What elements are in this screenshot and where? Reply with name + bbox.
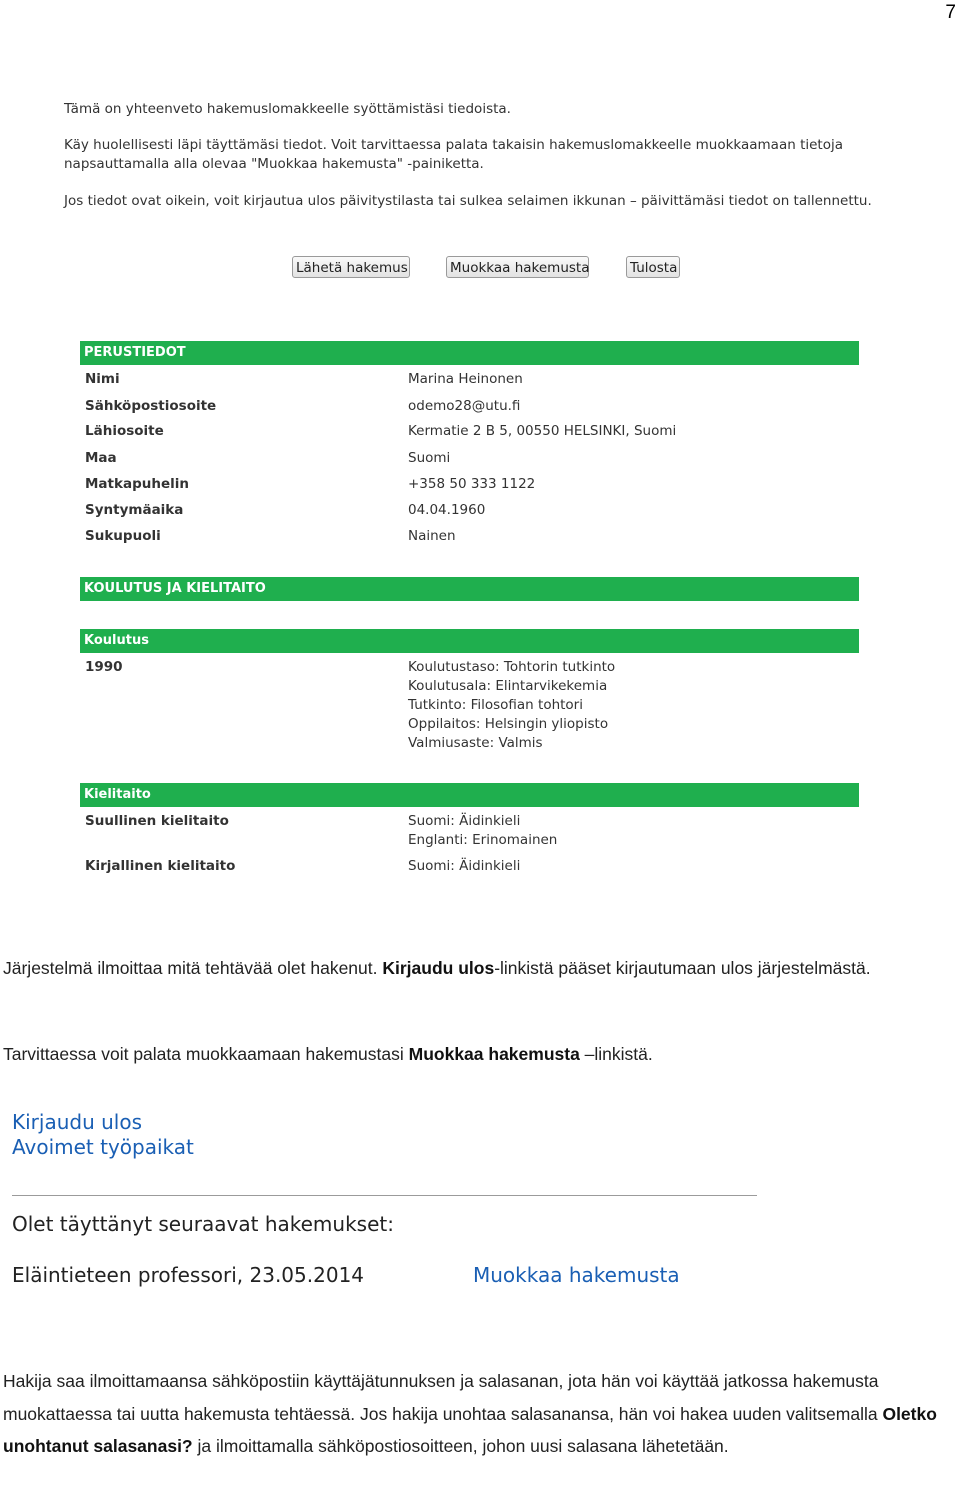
basic-info-header: PERUSTIEDOT — [80, 341, 859, 365]
field-value-address: Kermatie 2 B 5, 00550 HELSINKI, Suomi — [408, 423, 677, 439]
applications-heading: Olet täyttänyt seuraavat hakemukset: — [12, 1212, 394, 1236]
page-number: 7 — [945, 2, 956, 23]
education-institution: Oppilaitos: Helsingin yliopisto — [408, 716, 609, 732]
field-value-name: Marina Heinonen — [408, 371, 523, 387]
education-language-header: KOULUTUS JA KIELITAITO — [80, 577, 859, 601]
oral-language-value: Englanti: Erinomainen — [408, 832, 558, 848]
field-label-country: Maa — [85, 450, 117, 466]
field-label-name: Nimi — [85, 371, 120, 387]
oral-language-label: Suullinen kielitaito — [85, 813, 229, 829]
field-label-birthdate: Syntymäaika — [85, 502, 184, 518]
field-value-mobile: +358 50 333 1122 — [408, 476, 536, 492]
divider — [12, 1195, 757, 1196]
education-header: Koulutus — [80, 629, 859, 653]
education-degree: Tutkinto: Filosofian tohtori — [408, 697, 583, 713]
field-label-address: Lähiosoite — [85, 423, 164, 439]
logout-term: Kirjaudu ulos — [382, 958, 495, 978]
edit-application-link[interactable]: Muokkaa hakemusta — [473, 1263, 680, 1287]
open-positions-link[interactable]: Avoimet työpaikat — [12, 1135, 194, 1159]
paragraph-password-info: Hakija saa ilmoittamaansa sähköpostiin käyttäjätunnuksen ja salasanan, jota hän voi käyttää jatkossa hakemusta muokattaessa tai uutta hakemusta tehtäessä. Jos hakija unohtaa salasanansa, hän voi hakea uuden valitsemalla Oletko unohtanut salasanasi? ja ilmoittamalla sähköpostiosoitteen, johon uusi salasana lähetetään. — [3, 1371, 937, 1456]
paragraph-logout-info: Järjestelmä ilmoittaa mitä tehtävää olet hakenut. Kirjaudu ulos-linkistä pääset kirjautumaan ulos järjestelmästä. — [3, 958, 871, 978]
languages-header: Kielitaito — [80, 783, 859, 807]
field-value-country: Suomi — [408, 450, 451, 466]
field-label-email: Sähköpostiosoite — [85, 398, 217, 414]
logout-link[interactable]: Kirjaudu ulos — [12, 1110, 142, 1134]
education-year: 1990 — [85, 659, 123, 675]
written-language-label: Kirjallinen kielitaito — [85, 858, 236, 874]
field-label-gender: Sukupuoli — [85, 528, 161, 544]
education-field: Koulutusala: Elintarvikekemia — [408, 678, 608, 694]
written-language-value: Suomi: Äidinkieli — [408, 858, 521, 874]
field-value-email: odemo28@utu.fi — [408, 398, 521, 414]
education-status: Valmiusaste: Valmis — [408, 735, 543, 751]
summary-check-text: Käy huolellisesti läpi täyttämäsi tiedot. Voit tarvittaessa palata takaisin hakemuslomakkeelle muokkaamaan tietoja napsauttamalla alla olevaa "Muokkaa hakemusta" -painiketta. — [64, 137, 844, 172]
summary-logout-note: Jos tiedot ovat oikein, voit kirjautua ulos päivitystilasta tai sulkea selaimen ikkunan – päivittämäsi tiedot on tallennettu. — [64, 193, 872, 209]
paragraph-edit-info: Tarvittaessa voit palata muokkaamaan hakemustasi Muokkaa hakemusta –linkistä. — [3, 1044, 653, 1064]
edit-application-button[interactable]: Muokkaa hakemusta — [446, 256, 589, 278]
applications-screenshot — [10, 1108, 770, 1298]
edit-term: Muokkaa hakemusta — [408, 1044, 580, 1064]
field-value-gender: Nainen — [408, 528, 456, 544]
education-level: Koulutustaso: Tohtorin tutkinto — [408, 659, 616, 675]
field-label-mobile: Matkapuhelin — [85, 476, 189, 492]
field-value-birthdate: 04.04.1960 — [408, 502, 486, 518]
oral-language-value: Suomi: Äidinkieli — [408, 813, 521, 829]
send-application-button[interactable]: Lähetä hakemus — [292, 256, 410, 278]
forgot-password-term: Oletko unohtanut salasanasi? — [3, 1403, 937, 1456]
summary-intro: Tämä on yhteenveto hakemuslomakkeelle syöttämistäsi tiedoista. — [64, 101, 511, 117]
application-title: Eläintieteen professori, 23.05.2014 — [12, 1263, 365, 1287]
print-button[interactable]: Tulosta — [626, 256, 680, 278]
